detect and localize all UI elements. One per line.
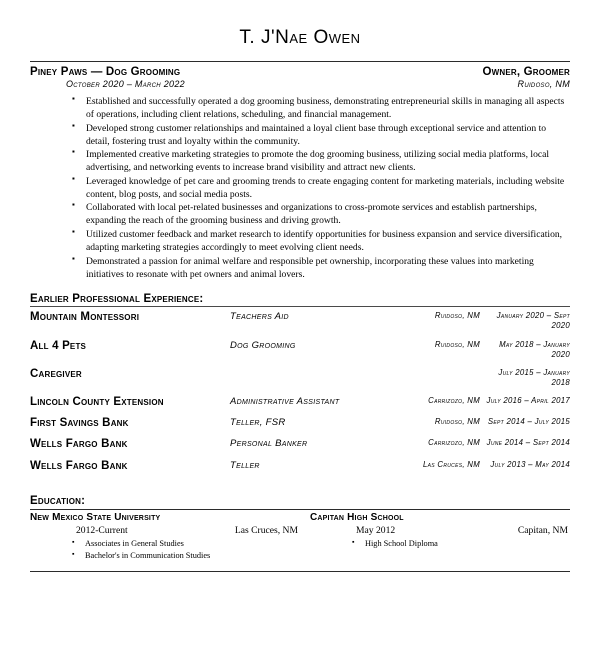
row-dates: June 2014 – Sept 2014 xyxy=(486,438,570,448)
current-job-dates: October 2020 – March 2022 xyxy=(66,79,185,90)
table-row xyxy=(30,396,570,417)
page-title: T. J'Nae Owen xyxy=(239,27,361,48)
row-location: Ruidoso, NM xyxy=(434,417,480,427)
education-dates: May 2012 xyxy=(356,524,396,536)
row-organization: Mountain Montessori xyxy=(30,311,140,324)
row-role: Personal Banker xyxy=(230,438,308,450)
list-item: ▪ High School Diploma xyxy=(352,538,570,550)
row-role: Administrative Assistant xyxy=(230,396,340,407)
education-school: Capitan High School xyxy=(310,511,404,523)
table-row xyxy=(30,438,570,459)
education-school: New Mexico State University xyxy=(30,511,161,523)
row-organization: Caregiver xyxy=(30,367,82,380)
education-meta xyxy=(310,525,570,537)
row-organization: Wells Fargo Bank xyxy=(30,459,128,472)
list-item: ▪ Demonstrated a passion for animal welfare and responsible pet ownership, incorporating these values into marketing initiatives to resonate with pet owners and animal lovers. xyxy=(72,255,570,281)
row-location xyxy=(390,368,480,396)
row-organization: All 4 Pets xyxy=(30,339,87,352)
table-row xyxy=(30,460,570,481)
table-row xyxy=(30,340,570,368)
list-item: ▪ Bachelor's in Communication Studies xyxy=(72,550,300,562)
row-location: Ruidoso, NM xyxy=(434,311,480,321)
education-dates: 2012-Current xyxy=(76,524,128,536)
row-role xyxy=(230,368,390,396)
current-job-left xyxy=(30,65,185,91)
row-location: Carrizozo, NM xyxy=(428,438,480,448)
current-job-role: Owner, Groomer xyxy=(482,65,570,78)
row-location: Ruidoso, NM xyxy=(434,339,480,349)
row-dates: January 2020 – Sept 2020 xyxy=(496,311,570,331)
education-meta xyxy=(30,525,300,537)
education-location: Las Cruces, NM xyxy=(234,524,298,536)
divider-earlier-experience xyxy=(30,306,570,307)
row-role: Teachers Aid xyxy=(230,311,289,323)
earlier-experience-table xyxy=(30,311,570,481)
list-item: ▪ Utilized customer feedback and market research to identify opportunities for business expansion and service diversification, adapting marketing strategies accordingly to meet evolving client needs. xyxy=(72,228,570,254)
row-location: Las Cruces, NM xyxy=(423,459,480,469)
table-row xyxy=(30,368,570,396)
row-role: Dog Grooming xyxy=(230,339,296,351)
education-credentials xyxy=(310,538,570,550)
table-row xyxy=(30,417,570,438)
row-dates: May 2018 – January 2020 xyxy=(499,339,570,359)
list-item: ▪ Collaborated with local pet-related businesses and organizations to cross-promote services and establish partnerships, expanding the reach of the grooming business and driving growth. xyxy=(72,201,570,227)
row-dates: Sept 2014 – July 2015 xyxy=(487,417,570,427)
education-credentials xyxy=(30,538,300,562)
row-role: Teller, FSR xyxy=(230,417,286,429)
table-row xyxy=(30,311,570,339)
row-organization: Lincoln County Extension xyxy=(30,396,164,408)
row-role: Teller xyxy=(230,459,260,471)
current-job-location: Ruidoso, NM xyxy=(517,79,570,90)
education-entry-0 xyxy=(30,512,300,563)
divider-top xyxy=(30,61,570,62)
row-location: Carrizozo, NM xyxy=(428,396,480,405)
divider-bottom xyxy=(30,571,570,572)
current-job-right xyxy=(482,65,570,91)
current-job-company: Piney Paws — Dog Grooming xyxy=(30,65,181,78)
row-organization: Wells Fargo Bank xyxy=(30,438,128,451)
earlier-experience-heading: Earlier Professional Experience: xyxy=(30,292,204,305)
list-item: ▪ Leveraged knowledge of pet care and grooming trends to create engaging content for marketing materials, including website content, blog posts, and social media posts. xyxy=(72,175,570,201)
education-heading: Education: xyxy=(30,494,86,507)
divider-education xyxy=(30,509,570,510)
row-dates: July 2013 – May 2014 xyxy=(490,459,570,469)
row-dates: July 2016 – April 2017 xyxy=(486,396,570,405)
list-item: ▪ Implemented creative marketing strategies to promote the dog grooming business, utilizing social media platforms, local advertising, and networking events to increase brand visibility and attract new clients. xyxy=(72,148,570,174)
list-item: ▪ Associates in General Studies xyxy=(72,538,300,550)
current-job-bullets xyxy=(30,95,570,281)
list-item: ▪ Established and successfully operated a dog grooming business, demonstrating entrepreneurial skills in managing all aspects of operations, including client relations, scheduling, and financial management. xyxy=(72,95,570,121)
list-item: ▪ Developed strong customer relationships and maintained a loyal client base through exceptional service and attention to detail, fostering trust and loyalty within the community. xyxy=(72,122,570,148)
education-grid xyxy=(30,512,570,563)
education-location: Capitan, NM xyxy=(517,524,568,536)
current-job-header xyxy=(30,65,570,91)
row-dates: July 2015 – January 2018 xyxy=(498,367,570,387)
row-organization: First Savings Bank xyxy=(30,417,129,430)
education-entry-1 xyxy=(300,512,570,563)
